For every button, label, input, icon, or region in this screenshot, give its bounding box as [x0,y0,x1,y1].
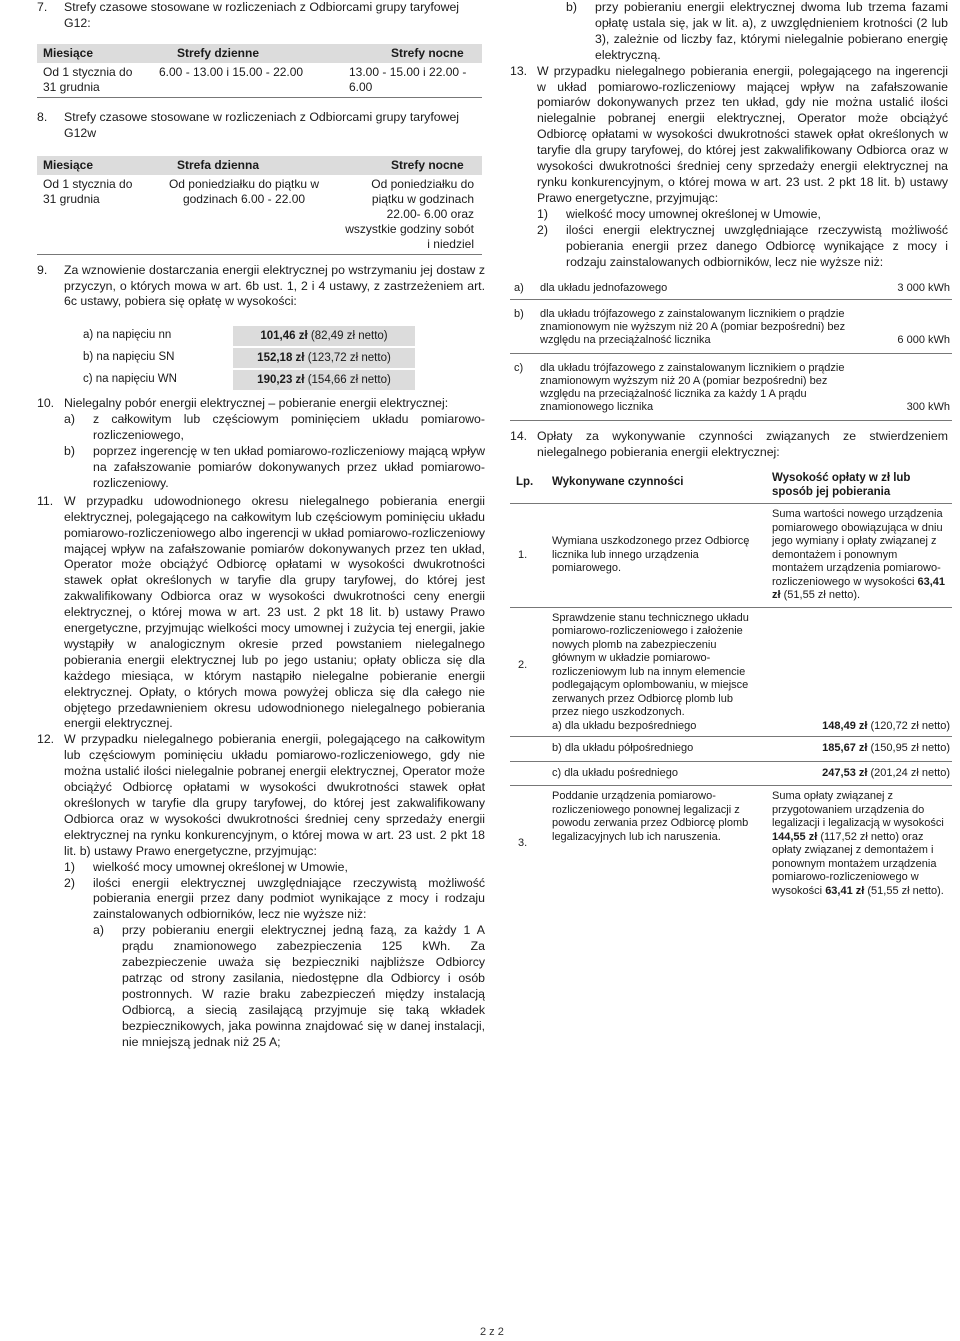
fee-gross: 247,53 zł [822,766,868,779]
section-text: W przypadku udowodnionego okresu nielegalnego pobierania energii elektrycznej, polegającego na całkowitym lub częściowym pominięciu układu pomiarowo-rozliczeniowego albo ingerencji w układ pomiarowo-rozliczeniowy mającej wpływ na zafałszowanie pomiarów dokonywanych przez ten układ, Operator może obciążyć Odbiorcę opłatami w wysokości dwukrotności stawek opłat określonych w taryfie dla grupy taryfowej, do której jest zakwalifikowany Odbiorca oraz w wysokości dwukrotności ceny energii elektrycznej, o której mowa w art. 23 ust. 2 pkt 18 lit. b) ustawy Prawo energetyczne, przyjmując wielkości mocy umownej i zużycia tej energii, jakie wystąpiły w analogicznym okresie przed powstaniem nielegalnego pobierania energii elektrycznej lub po jego ustaniu; opłaty oblicza się dla każdego miesiąca, w którym nastąpiło nielegalne pobieranie energii elektrycznej. Opłaty, o których mowa powyżej oblicza się dla całego nie objętego przedawnieniem okresu udowodnionego nielegalnego pobierania energii elektrycznej. [64,493,485,731]
list-text: poprzez ingerencję w ten układ pomiarowo-rozliczeniowy mającą wpływ na zafałszowanie pomiarów dokonywanych przez układ pomiarowo-rozliczeniowy. [93,444,485,490]
section-number: 14. [510,429,528,444]
list-marker: 1) [64,859,75,874]
table-cell [768,720,952,737]
price-value [233,370,415,390]
table-cell [768,504,952,608]
table-cell: dla układu trójfazowego z zainstalowanym licznikiem o prądzie znamionowym wyższym niż 20 A (pomiar bezpośredni) bez względu na przeciążalność licznika za każdy 1 A prądu znamionowego licznika [540,362,845,414]
fee-text: (117,52 zł netto) oraz opłaty związanej z demontażem i ponownym montażem urządzenia pomiarowo-rozliczeniowego w wysokości [772,830,937,897]
price-gross: 190,23 zł [257,374,305,387]
table-header: Miesiące [43,45,94,60]
price-row [77,326,485,346]
table-cell: 13.00 - 15.00 i 22.00 - 6.00 [349,64,467,94]
table-header: Wykonywane czynności [552,476,684,489]
table-cell: Sprawdzenie stanu technicznego układu pomiarowo-rozliczeniowego i założenie nowych plomb na zabezpieczeniu głównym w układzie pomiarowo-rozliczeniowym lub na innym elemencie podlegającym oplombowaniu, w miejsce zerwanych przez Odbiorcę plomb lub przez niego uszkodzonych. [552,611,749,719]
section-number: 12. [37,732,55,747]
section-number: 9. [37,262,48,277]
section-14 [510,429,948,461]
list-item [537,223,948,271]
price-gross: 101,46 zł [260,330,308,343]
table-header-row [37,156,482,175]
fee-net: (120,72 zł netto) [867,719,950,732]
table-row [510,278,952,300]
table-cell: a) [514,282,524,295]
energy-limits-table [510,278,952,421]
version-text [0,1208,2,1330]
section-text: W przypadku nielegalnego pobierania energii, polegającego na całkowitym lub częściowym pominięciu układu pomiarowo-rozliczeniowego, gdy nie można ustalić ilości nielegalnie pobranej energii elektrycznej, Operator może obciążyć Odbiorcę opłatami w wysokości dwukrotności stawek opłat określonych w taryfie dla grupy taryfowej, do której jest zakwalifikowany Odbiorca oraz w wysokości dwukrotności średniej ceny sprzedaży energii elektrycznej na rynku konkurencyjnym, o której mowa w art. 23 ust. 2 pkt 18 lit. b) ustawy Prawo energetyczne, przyjmując: [64,732,485,858]
list-text: ilości energii elektrycznej uwzględniające rzeczywistą możliwość pobierania energii przez danego Odbiorcę wynikające z mocy i rodzaju zainstalowanych odbiorników, lecz nie wyższe niż: [566,222,948,269]
fee-net: (51,55 zł netto). [780,589,861,602]
list-marker: 2) [64,875,75,890]
list-text: ilości energii elektrycznej uwzględniające rzeczywistą możliwość pobierania energii przez dany podmiot wynikające z mocy i rodzaju zainstalowanych odbiorników, lecz nie wyższe niż: [93,875,485,922]
table-header: Lp. [516,476,534,489]
table-cell: Od 1 stycznia do 31 grudnia [43,176,133,206]
g12w-zones-table [37,156,482,255]
reconnection-fees [77,326,485,390]
section-8 [37,110,485,142]
table-header: Strefy nocne [391,45,464,60]
price-row [77,348,485,368]
fee-gross: 63,41 zł [825,884,865,897]
section-number: 7. [37,0,48,14]
table-header: Strefy dzienne [177,45,260,60]
table-cell: dla układu trójfazowego z zainstalowanym licznikiem o prądzie znamionowym nie wyższym niż 20 A (pomiar bezpośredni) bez względu na przeciążalność licznika [540,308,846,347]
price-label: c) na napięciu WN [77,372,233,388]
version-note [2,1190,14,1330]
section-7 [37,0,485,32]
list-item [93,923,485,1050]
table-row [37,63,482,98]
price-row [77,370,485,390]
price-value [233,348,415,368]
price-label: a) na napięciu nn [77,328,233,344]
table-header: Strefy nocne [391,157,464,172]
list-text: wielkość mocy umownej określonej w Umowie, [93,859,348,874]
table-row [510,300,952,354]
price-label: b) na napięciu SN [77,350,233,366]
table-cell: c) dla układu pośredniego [552,766,678,779]
section-number: 13. [510,63,528,78]
price-net: (123,72 zł netto) [304,352,391,365]
table-row [510,504,952,608]
price-net: (154,66 zł netto) [304,374,391,387]
fee-gross: 63,41 zł [772,575,946,602]
table-cell: Poddanie urządzenia pomiarowo-rozliczeniowego ponownej legalizacji z powodu zerwania przez Odbiorcę plomb legalizacyjnych lub ich naruszenia. [552,790,749,843]
list-marker: 2) [537,222,548,237]
table-cell: 2. [518,658,528,671]
price-gross: 152,18 zł [257,352,305,365]
section-12-continued [510,0,948,64]
fee-text: Suma wartości nowego urządzenia pomiarowego obowiązująca w dniu jego wymiany i opłaty związanej z demontażem i ponownym montażem urządzenia pomiarowo-rozliczeniowego w wysokości [772,508,943,588]
table-cell [768,607,952,720]
fee-net: (150,95 zł netto) [867,742,950,755]
table-row [37,175,482,255]
table-cell: b) dla układu półpośredniego [552,742,694,755]
list-marker: b) [64,444,75,459]
section-text: Opłaty za wykonywanie czynności związanych ze stwierdzeniem nielegalnego pobierania energii elektrycznej: [537,429,948,460]
table-header: Miesiące [43,157,94,172]
table-cell [510,737,546,762]
fees-table [510,471,952,902]
list-item [64,412,485,444]
list-item [566,0,948,64]
table-cell: Od poniedziałku do piątku w godzinach 22.00- 6.00 oraz wszystkie godziny sobót i niedziel [345,176,474,251]
section-number: 11. [37,493,54,508]
table-cell: c) [514,362,524,375]
table-header: Strefa dzienna [177,157,260,172]
fee-gross: 148,49 zł [822,719,868,732]
right-column [510,0,948,902]
table-row [510,720,952,737]
table-cell [768,737,952,762]
price-net: (82,49 zł netto) [307,330,388,343]
list-marker: b) [566,0,577,14]
section-9 [37,263,485,311]
list-item [537,207,948,223]
price-value [233,326,415,346]
list-marker: a) [64,412,75,427]
list-text: przy pobieraniu energii elektrycznej dwoma lub trzema fazami opłatę ustala się, jak w lit. a), z uwzględnieniem krotności (2 lub 3), zależnie od liczby faz, którymi nielegalnie pobierano energię elektryczną. [595,0,948,62]
table-cell: 6 000 kWh [897,334,950,347]
table-row [510,354,952,421]
table-cell [510,720,546,737]
table-cell [768,786,952,903]
fee-net: (51,55 zł netto). [864,884,944,897]
list-item [64,444,485,492]
table-cell: b) [514,308,524,321]
table-cell: 6.00 - 13.00 i 15.00 - 22.00 [159,64,304,79]
section-11 [37,494,485,733]
table-cell: a) dla układu bezpośredniego [552,719,697,732]
section-12 [37,732,485,1050]
table-header-row [510,471,952,504]
section-title: Strefy czasowe stosowane w rozliczeniach z Odbiorcami grupy taryfowej G12: [64,0,460,30]
fee-text: Suma opłaty związanej z przygotowaniem urządzenia do legalizacji i legalizacją w wysokości [772,790,944,830]
table-header: Wysokość opłaty w zł lub sposób jej pobierania [772,472,911,499]
g12-zones-table [37,44,482,98]
section-text: W przypadku nielegalnego pobierania energii, polegającego na ingerencji w układ pomiarowo-rozliczeniowy mającej wpływ na zafałszowanie pomiarów dokonywanych przez ten układ, gdy nie można ustalić ilości nielegalnie pobranej energii elektrycznej, Operator może obciążyć Odbiorcę opłatami w wysokości dwukrotności stawek opłat określonych w taryfie dla grupy taryfowej, do której jest zakwalifikowany Odbiorca oraz w wysokości dwukrotności średniej ceny sprzedaży energii elektrycznej na rynku konkurencyjnym, o której mowa w art. 23 ust. 2 pkt 18 lit. b) ustawy Prawo energetyczne, przyjmując: [537,63,948,205]
list-text: przy pobieraniu energii elektrycznej jedną fazą, za każdy 1 A prądu znamionowego zabezpieczenia 125 kWh. Za zabezpieczenie uważa się bezpieczniki najbliższe Odbiorcy patrząc od strony zasilania, niedostępne dla Odbiorcy i osób postronnych. W razie braku zabezpieczeń między instalacją Odbiorcą, a siecią zasilającą przyjmuje się taką wkładek bezpiecznikowych, jaka powinna znajdować się w danej instalacji, nie mniejszą jednak niż 25 A; [122,923,485,1049]
section-10 [37,396,485,491]
fee-gross: 144,55 zł [772,830,818,843]
table-cell: Od poniedziałku do piątku w godzinach 6.00 - 22.00 [168,176,320,206]
table-row [510,737,952,762]
table-cell: dla układu jednofazowego [540,282,668,295]
table-cell: 3 000 kWh [897,282,950,295]
table-header-row [37,44,482,63]
list-text: wielkość mocy umownej określonej w Umowie, [566,206,821,221]
section-title: Strefy czasowe stosowane w rozliczeniach z Odbiorcami grupy taryfowej G12w [64,109,460,140]
table-row [510,607,952,720]
page-number: 2 z 2 [480,1326,504,1338]
list-marker: a) [93,923,104,938]
table-cell [510,761,546,786]
list-item [64,876,485,1051]
table-cell: 300 kWh [906,401,950,414]
table-cell: 1. [518,548,528,561]
section-text: Za wznowienie dostarczania energii elektrycznej po wstrzymaniu jej dostaw z przyczyn, o których mowa w art. 6b ust. 1, 2 i 4 ustawy, z zastrzeżeniem art. 6c ustawy, pobiera się opłatę w wysokości: [64,262,485,309]
table-cell: 3. [518,837,528,850]
table-row [510,761,952,786]
left-column [37,0,485,1051]
section-number: 8. [37,109,48,124]
table-cell: Od 1 stycznia do 31 grudnia [43,64,133,94]
list-item [64,860,485,876]
list-marker: 1) [537,206,548,221]
section-text: Nielegalny pobór energii elektrycznej – pobieranie energii elektrycznej: [64,396,449,411]
fee-gross: 185,67 zł [822,742,868,755]
fee-net: (201,24 zł netto) [867,766,950,779]
section-13 [510,64,948,271]
section-number: 10. [37,396,55,411]
list-text: z całkowitym lub częściowym pominięciem układu pomiarowo-rozliczeniowego, [93,412,485,443]
table-cell [768,761,952,786]
table-cell: Wymiana uszkodzonego przez Odbiorcę licznika lub innego urządzenia pomiarowego. [552,535,750,575]
table-row [510,786,952,903]
